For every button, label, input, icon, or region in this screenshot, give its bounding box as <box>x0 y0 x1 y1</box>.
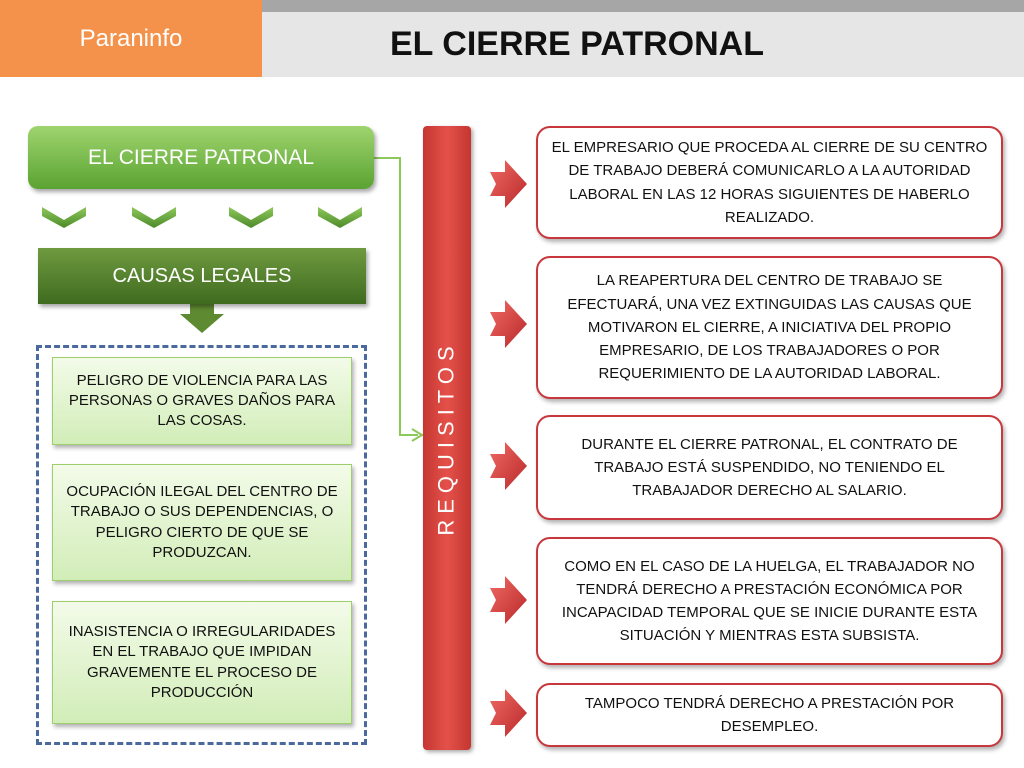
brand-label: Paraninfo <box>0 0 262 77</box>
right-arrow-icon <box>490 442 527 490</box>
chevron-down-icon <box>229 207 273 228</box>
right-arrow-icon <box>490 160 527 208</box>
requisitos-label: REQUISITOS <box>434 340 460 536</box>
right-arrow-icon <box>490 689 527 737</box>
chevron-down-icon <box>318 207 362 228</box>
right-arrow-icon <box>490 300 527 348</box>
requisitos-label-wrap <box>423 126 471 750</box>
cause-item: OCUPACIÓN ILEGAL DEL CENTRO DE TRABAJO O SUS DEPENDENCIAS, O PELIGRO CIERTO DE QUE SE PRODUZCAN. <box>52 464 352 581</box>
right-arrow-icon <box>490 576 527 624</box>
down-arrow-icon <box>180 304 224 333</box>
requisito-item: EL EMPRESARIO QUE PROCEDA AL CIERRE DE SU CENTRO DE TRABAJO DEBERÁ COMUNICARLO A LA AUTORIDAD LABORAL EN LAS 12 HORAS SIGUIENTES DE HABERLO REALIZADO. <box>536 126 1003 239</box>
cause-item: PELIGRO DE VIOLENCIA PARA LAS PERSONAS O GRAVES DAÑOS PARA LAS COSAS. <box>52 357 352 445</box>
requisito-item: LA REAPERTURA DEL CENTRO DE TRABAJO SE EFECTUARÁ, UNA VEZ EXTINGUIDAS LAS CAUSAS QUE MOTIVARON EL CIERRE, A INICIATIVA DEL PROPIO EMPRESARIO, DE LOS TRABAJADORES O POR REQUERIMIENTO DE LA AUTORIDAD LABORAL. <box>536 256 1003 399</box>
chevron-down-icon <box>42 207 86 228</box>
requisito-item: TAMPOCO TENDRÁ DERECHO A PRESTACIÓN POR DESEMPLEO. <box>536 683 1003 747</box>
chevron-down-icon <box>132 207 176 228</box>
main-concept-box: EL CIERRE PATRONAL <box>28 126 374 189</box>
causes-header: CAUSAS LEGALES <box>38 248 366 304</box>
requisito-item: COMO EN EL CASO DE LA HUELGA, EL TRABAJADOR NO TENDRÁ DERECHO A PRESTACIÓN ECONÓMICA POR INCAPACIDAD TEMPORAL QUE SE INICIE DURANTE ESTA SITUACIÓN Y MIENTRAS ESTA SUBSISTA. <box>536 537 1003 665</box>
requisito-item: DURANTE EL CIERRE PATRONAL, EL CONTRATO DE TRABAJO ESTÁ SUSPENDIDO, NO TENIENDO EL TRABAJADOR DERECHO AL SALARIO. <box>536 415 1003 520</box>
cause-item: INASISTENCIA O IRREGULARIDADES EN EL TRABAJO QUE IMPIDAN GRAVEMENTE EL PROCESO DE PRODUCCIÓN <box>52 601 352 724</box>
page-title: EL CIERRE PATRONAL <box>389 25 765 63</box>
